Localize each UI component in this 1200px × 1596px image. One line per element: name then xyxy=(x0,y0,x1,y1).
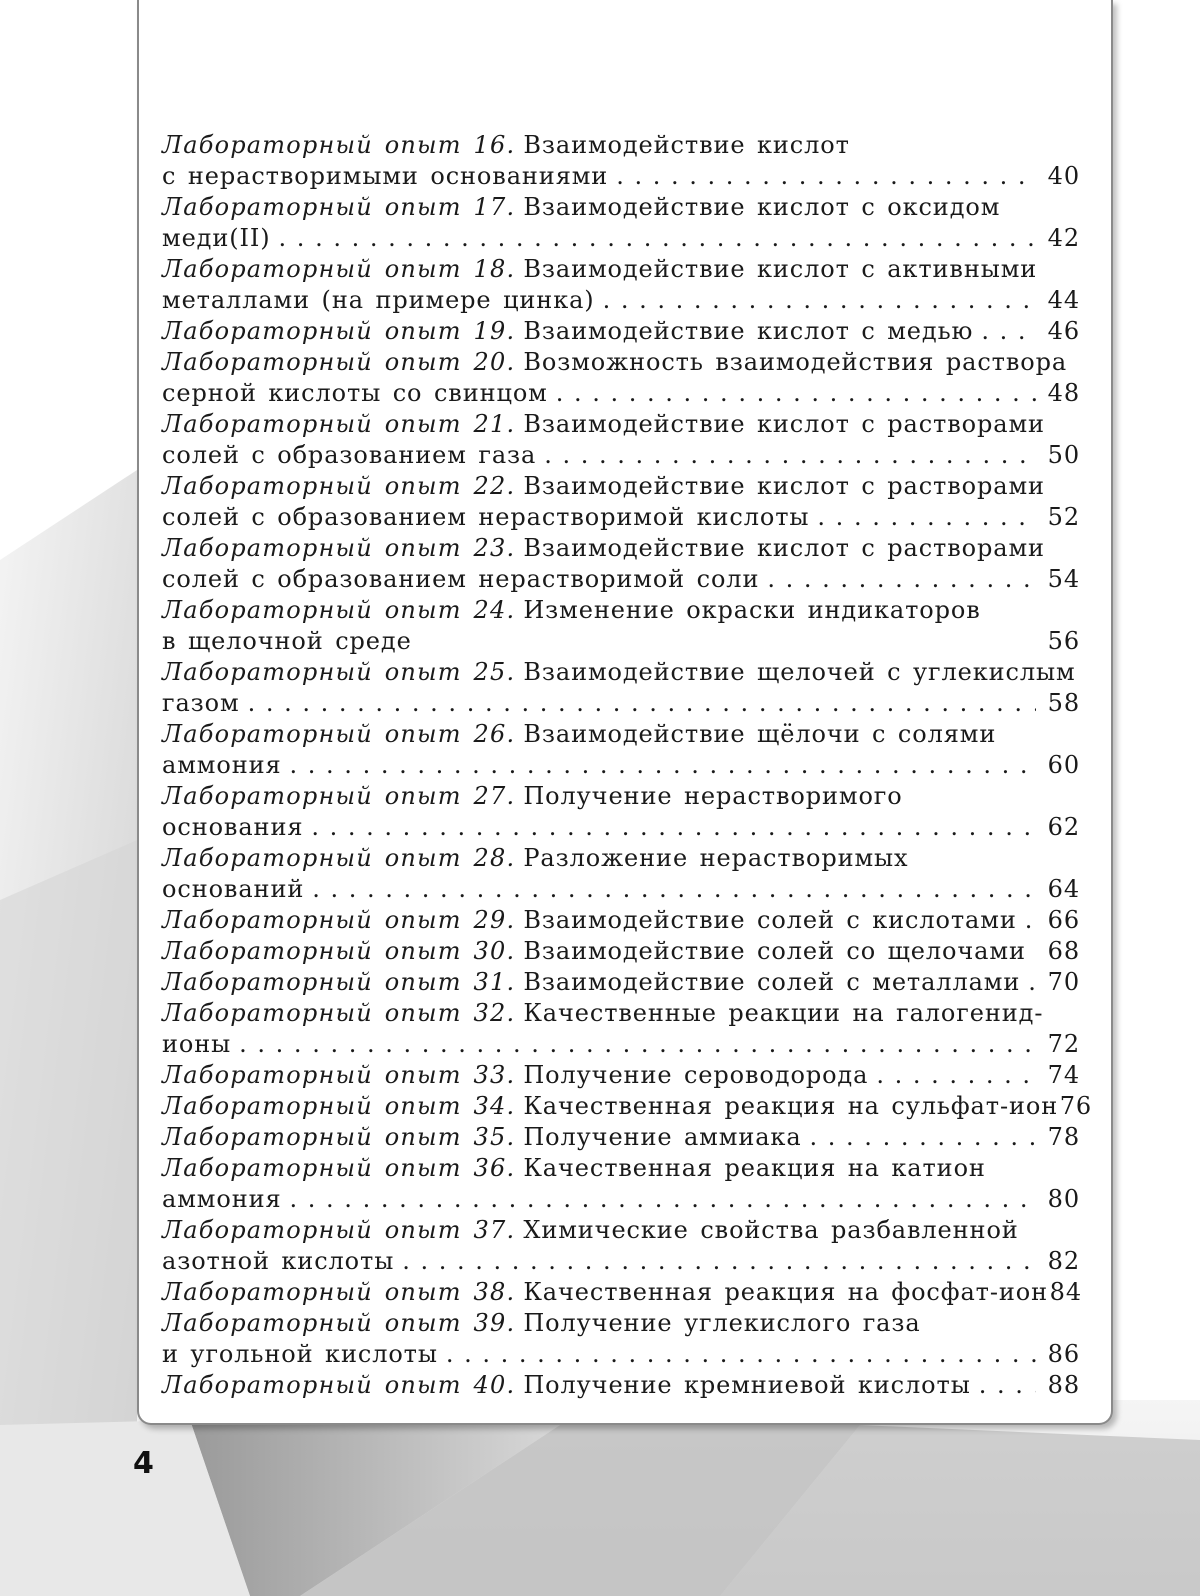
leader-dots xyxy=(603,285,1036,316)
toc-entry-page: 64 xyxy=(1047,875,1080,903)
toc-entry xyxy=(162,1153,1080,1184)
toc-entry-continuation xyxy=(162,1339,1080,1370)
toc-entry-label: Лабораторный опыт 17. xyxy=(162,193,516,221)
toc-entry xyxy=(162,905,1080,936)
toc-entry-title: Химические свойства разбавленной xyxy=(523,1216,1019,1244)
toc-entry xyxy=(162,967,1080,998)
toc-entry-title: Взаимодействие солей с металлами xyxy=(523,968,1021,996)
leader-dots xyxy=(544,440,1036,471)
toc-entry-label: Лабораторный опыт 32. xyxy=(162,999,516,1027)
leader-dots xyxy=(616,161,1036,192)
toc-entry-label: Лабораторный опыт 40. xyxy=(162,1371,516,1399)
toc-entry-title-cont: аммония xyxy=(162,751,282,779)
toc-entry xyxy=(162,936,1080,967)
toc-entry-title-cont: в щелочной среде xyxy=(162,627,412,655)
toc-entry-continuation xyxy=(162,285,1080,316)
toc-entry-title: Качественная реакция на сульфат-ион xyxy=(523,1092,1059,1120)
toc-entry-label: Лабораторный опыт 23. xyxy=(162,534,516,562)
toc-entry-continuation xyxy=(162,1029,1080,1060)
toc-entry-continuation xyxy=(162,564,1080,595)
toc-entry xyxy=(162,1277,1080,1308)
toc-entry-title-cont: и угольной кислоты xyxy=(162,1340,438,1368)
toc-entry-title: Взаимодействие кислот с растворами xyxy=(523,472,1045,500)
toc-entry-continuation xyxy=(162,812,1080,843)
toc-entry xyxy=(162,192,1080,223)
toc-entry xyxy=(162,254,1080,285)
leader-dots xyxy=(817,502,1036,533)
toc-entry-label: Лабораторный опыт 24. xyxy=(162,596,516,624)
toc-entry-label: Лабораторный опыт 33. xyxy=(162,1061,516,1089)
toc-entry-page: 74 xyxy=(1047,1061,1080,1089)
leader-dots xyxy=(279,223,1036,254)
toc-entry-page: 60 xyxy=(1047,751,1080,779)
toc-entry-title: Взаимодействие кислот с медью xyxy=(523,317,974,345)
toc-entry-title-cont: основания xyxy=(162,813,304,841)
toc-entry-page: 56 xyxy=(1047,627,1080,655)
toc-entry-continuation xyxy=(162,378,1080,409)
toc-entry xyxy=(162,1122,1080,1153)
toc-entry-page: 52 xyxy=(1047,503,1080,531)
toc-entry xyxy=(162,1060,1080,1091)
leader-dots xyxy=(1025,905,1036,936)
toc-entry-label: Лабораторный опыт 16. xyxy=(162,131,516,159)
toc-entry-title: Получение нерастворимого xyxy=(523,782,903,810)
leader-dots xyxy=(1028,967,1036,998)
toc-entry-page: 80 xyxy=(1047,1185,1080,1213)
leader-dots xyxy=(312,874,1036,905)
toc-entry-label: Лабораторный опыт 36. xyxy=(162,1154,516,1182)
toc-entry-title: Взаимодействие щёлочи с солями xyxy=(523,720,997,748)
table-of-contents xyxy=(162,130,1093,1401)
toc-entry-label: Лабораторный опыт 31. xyxy=(162,968,516,996)
toc-entry xyxy=(162,347,1080,378)
toc-entry xyxy=(162,657,1080,688)
toc-entry-page: 84 xyxy=(1049,1278,1082,1306)
toc-entry-continuation xyxy=(162,626,1080,657)
toc-entry-title: Взаимодействие кислот с оксидом xyxy=(523,193,1001,221)
toc-entry-title: Изменение окраски индикаторов xyxy=(523,596,981,624)
toc-entry-title: Качественная реакция на катион xyxy=(523,1154,986,1182)
toc-entry xyxy=(162,1370,1080,1401)
leader-dots xyxy=(556,378,1036,409)
toc-entry-page: 86 xyxy=(1047,1340,1080,1368)
toc-entry-page: 82 xyxy=(1047,1247,1080,1275)
toc-entry-title: Качественная реакция на фосфат-ион xyxy=(523,1278,1048,1306)
toc-entry-label: Лабораторный опыт 18. xyxy=(162,255,516,283)
toc-entry-title-cont: газом xyxy=(162,689,240,717)
toc-entry-title: Взаимодействие солей с кислотами xyxy=(523,906,1017,934)
toc-entry-page: 50 xyxy=(1047,441,1080,469)
toc-entry-continuation xyxy=(162,502,1080,533)
toc-entry xyxy=(162,781,1080,812)
toc-entry-page: 48 xyxy=(1047,379,1080,407)
toc-entry xyxy=(162,719,1080,750)
toc-entry-label: Лабораторный опыт 38. xyxy=(162,1278,516,1306)
leader-dots xyxy=(767,564,1036,595)
toc-entry-title-cont: солей с образованием газа xyxy=(162,441,537,469)
toc-entry-page: 46 xyxy=(1047,317,1080,345)
toc-entry-page: 62 xyxy=(1047,813,1080,841)
toc-entry-continuation xyxy=(162,223,1080,254)
toc-entry xyxy=(162,316,1080,347)
toc-entry-page: 76 xyxy=(1059,1092,1093,1120)
toc-entry-title-cont: с нерастворимыми основаниями xyxy=(162,162,609,190)
toc-entry-label: Лабораторный опыт 39. xyxy=(162,1309,516,1337)
toc-entry-title: Взаимодействие солей со щелочами xyxy=(523,937,1026,965)
leader-dots xyxy=(810,1122,1036,1153)
toc-entry-page: 78 xyxy=(1047,1123,1080,1151)
page-number: 4 xyxy=(133,1446,154,1481)
leader-dots xyxy=(979,1370,1036,1401)
toc-entry-title-cont: серной кислоты со свинцом xyxy=(162,379,548,407)
toc-entry xyxy=(162,130,1080,161)
toc-entry-label: Лабораторный опыт 29. xyxy=(162,906,516,934)
toc-entry-continuation xyxy=(162,1246,1080,1277)
toc-entry-title-cont: азотной кислоты xyxy=(162,1247,395,1275)
toc-entry-label: Лабораторный опыт 34. xyxy=(162,1092,516,1120)
leader-dots xyxy=(446,1339,1036,1370)
toc-entry xyxy=(162,1308,1080,1339)
toc-entry xyxy=(162,471,1080,502)
toc-entry-title: Взаимодействие кислот с растворами xyxy=(523,410,1045,438)
leader-dots xyxy=(290,750,1036,781)
toc-entry-title-cont: ионы xyxy=(162,1030,232,1058)
toc-entry-page: 44 xyxy=(1047,286,1080,314)
toc-entry-continuation xyxy=(162,688,1080,719)
leader-dots xyxy=(248,688,1036,719)
toc-entry-label: Лабораторный опыт 25. xyxy=(162,658,516,686)
leader-dots xyxy=(311,812,1036,843)
toc-entry-page: 68 xyxy=(1047,937,1080,965)
toc-entry-title-cont: меди(II) xyxy=(162,224,271,252)
toc-entry xyxy=(162,1215,1080,1246)
toc-entry-page: 72 xyxy=(1047,1030,1080,1058)
toc-entry-title: Получение сероводорода xyxy=(523,1061,869,1089)
toc-entry-continuation xyxy=(162,750,1080,781)
toc-entry-label: Лабораторный опыт 30. xyxy=(162,937,516,965)
toc-entry-title: Взаимодействие кислот xyxy=(523,131,850,159)
toc-entry-label: Лабораторный опыт 22. xyxy=(162,472,516,500)
toc-entry-page: 58 xyxy=(1047,689,1080,717)
toc-entry-title-cont: солей с образованием нерастворимой кислоты xyxy=(162,503,810,531)
toc-entry-page: 40 xyxy=(1047,162,1080,190)
toc-entry xyxy=(162,533,1080,564)
toc-entry-page: 54 xyxy=(1047,565,1080,593)
toc-entry-title-cont: металлами (на примере цинка) xyxy=(162,286,595,314)
toc-entry-label: Лабораторный опыт 19. xyxy=(162,317,516,345)
toc-entry-page: 70 xyxy=(1047,968,1080,996)
toc-entry-continuation xyxy=(162,1184,1080,1215)
toc-entry-label: Лабораторный опыт 35. xyxy=(162,1123,516,1151)
toc-entry-page: 88 xyxy=(1047,1371,1080,1399)
toc-entry-label: Лабораторный опыт 20. xyxy=(162,348,516,376)
toc-entry-label: Лабораторный опыт 27. xyxy=(162,782,516,810)
leader-dots xyxy=(239,1029,1036,1060)
toc-entry-title-cont: солей с образованием нерастворимой соли xyxy=(162,565,760,593)
toc-entry-continuation xyxy=(162,874,1080,905)
toc-entry-title: Возможность взаимодействия раствора xyxy=(523,348,1068,376)
leader-dots xyxy=(290,1184,1036,1215)
toc-entry-page: 66 xyxy=(1047,906,1080,934)
toc-entry xyxy=(162,409,1080,440)
toc-entry xyxy=(162,998,1080,1029)
toc-entry-title: Разложение нерастворимых xyxy=(523,844,909,872)
toc-entry-title: Получение кремниевой кислоты xyxy=(523,1371,971,1399)
toc-entry-label: Лабораторный опыт 28. xyxy=(162,844,516,872)
toc-entry-title: Получение аммиака xyxy=(523,1123,802,1151)
toc-entry-continuation xyxy=(162,161,1080,192)
toc-entry-label: Лабораторный опыт 37. xyxy=(162,1216,516,1244)
leader-dots xyxy=(876,1060,1036,1091)
toc-entry-title: Взаимодействие щелочей с углекислым xyxy=(523,658,1076,686)
toc-entry-label: Лабораторный опыт 26. xyxy=(162,720,516,748)
toc-entry-title: Взаимодействие кислот с растворами xyxy=(523,534,1045,562)
leader-dots xyxy=(402,1246,1036,1277)
toc-entry-title-cont: оснований xyxy=(162,875,305,903)
toc-entry xyxy=(162,843,1080,874)
toc-entry-title-cont: аммония xyxy=(162,1185,282,1213)
toc-entry-title: Качественные реакции на галогенид- xyxy=(523,999,1044,1027)
toc-entry-page: 42 xyxy=(1047,224,1080,252)
toc-entry xyxy=(162,595,1080,626)
toc-entry-title: Получение углекислого газа xyxy=(523,1309,921,1337)
toc-entry-title: Взаимодействие кислот с активными xyxy=(523,255,1038,283)
toc-entry-label: Лабораторный опыт 21. xyxy=(162,410,516,438)
toc-entry xyxy=(162,1091,1093,1122)
toc-entry-continuation xyxy=(162,440,1080,471)
leader-dots xyxy=(981,316,1036,347)
